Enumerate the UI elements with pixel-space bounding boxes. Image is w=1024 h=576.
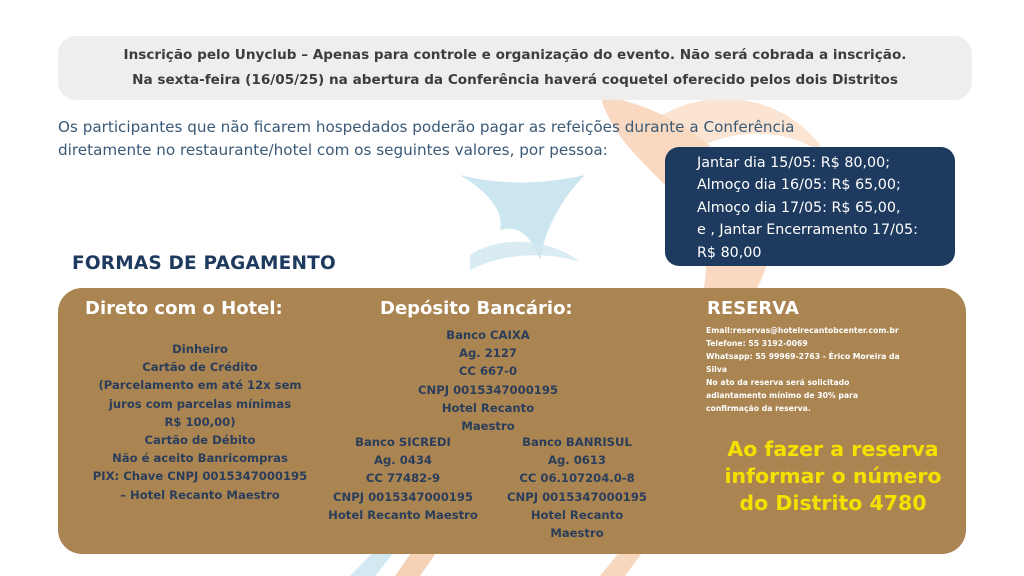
payment-methods-title: FORMAS DE PAGAMENTO <box>72 253 336 274</box>
bank-sicredi <box>313 433 493 524</box>
banrisul-line: Banco BANRISUL <box>522 435 632 449</box>
reserva-info-line: Email:reservas@hotelrecantobcenter.com.br <box>706 326 899 335</box>
registration-notice <box>58 36 972 100</box>
meal-price-line: Almoço dia 16/05: R$ 65,00; <box>697 177 901 194</box>
reserva-info-line: adiantamento mínimo de 30% para <box>706 391 859 400</box>
hotel-line: Dinheiro <box>172 342 228 356</box>
caixa-line: Banco CAIXA <box>446 328 530 342</box>
caixa-line: Hotel Recanto <box>441 400 535 415</box>
banrisul-line: Ag. 0613 <box>548 453 606 468</box>
caixa-line: CNPJ 0015347000195 <box>418 382 558 397</box>
banrisul-line: Hotel Recanto <box>530 507 624 522</box>
hotel-line: – Hotel Recanto Maestro <box>120 487 280 502</box>
district-line: Ao fazer a reserva <box>727 437 939 461</box>
hotel-payment-list <box>80 340 320 504</box>
bank-banrisul <box>488 433 666 542</box>
hotel-line: juros com parcelas mínimas <box>108 396 292 411</box>
sicredi-line: Ag. 0434 <box>374 453 432 468</box>
district-number-notice <box>698 436 968 517</box>
banrisul-line: CNPJ 0015347000195 <box>507 489 647 504</box>
sicredi-line: Banco SICREDI <box>355 435 451 449</box>
notice-line-1: Inscrição pelo Unyclub – Apenas para controle e organização do evento. Não será cobrada a inscrição. <box>123 47 907 63</box>
reserva-info-line: confirmação da reserva. <box>706 404 811 413</box>
deposit-heading: Depósito Bancário: <box>380 298 573 319</box>
district-line: do Distrito 4780 <box>739 491 927 515</box>
reserva-info-line: Silva <box>706 365 728 374</box>
bank-caixa <box>388 326 588 435</box>
reserva-info-line: No ato da reserva será solicitado <box>706 378 850 387</box>
meal-price-line: R$ 80,00 <box>697 244 762 261</box>
blue-arc <box>470 242 580 270</box>
meal-prices-box <box>665 147 955 266</box>
hotel-line: PIX: Chave CNPJ 0015347000195 <box>92 469 308 484</box>
sicredi-line: Hotel Recanto Maestro <box>328 507 478 522</box>
meal-price-line: Jantar dia 15/05: R$ 80,00; <box>697 155 891 171</box>
district-line: informar o número <box>724 464 942 488</box>
hotel-line: Não é aceito Banricompras <box>112 451 288 466</box>
reserva-info-line: Telefone: 55 3192-0069 <box>706 339 808 348</box>
intro-line-2: diretamente no restaurante/hotel com os seguintes valores, por pessoa: <box>58 141 608 159</box>
meal-price-line: e , Jantar Encerramento 17/05: <box>697 222 918 239</box>
caixa-line: Maestro <box>461 419 515 434</box>
intro-line-1: Os participantes que não ficarem hospedados poderão pagar as refeições durante a Conferência <box>58 118 795 136</box>
banrisul-line: Maestro <box>550 526 604 541</box>
hotel-line: Cartão de Débito <box>144 433 256 448</box>
caixa-line: Ag. 2127 <box>459 346 517 361</box>
hotel-line: (Parcelamento em até 12x sem <box>98 378 302 393</box>
sicredi-line: CNPJ 0015347000195 <box>333 489 473 504</box>
notice-line-2: Na sexta-feira (16/05/25) na abertura da Conferência haverá coquetel oferecido pelos dois Distritos <box>132 72 898 88</box>
hotel-line: Cartão de Crédito <box>142 360 258 375</box>
reserva-info-line: Whatsapp: 55 99969-2763 - Érico Moreira da <box>706 352 900 361</box>
hotel-line: R$ 100,00) <box>164 414 236 429</box>
banrisul-line: CC 06.107204.0-8 <box>519 471 635 486</box>
reserva-heading: RESERVA <box>707 298 799 319</box>
payment-methods-box <box>58 288 966 554</box>
reserva-contact-info <box>706 324 900 415</box>
meal-price-line: Almoço dia 17/05: R$ 65,00, <box>697 199 901 216</box>
caixa-line: CC 667-0 <box>458 364 518 379</box>
sicredi-line: CC 77482-9 <box>365 471 441 486</box>
hotel-heading: Direto com o Hotel: <box>85 298 283 319</box>
